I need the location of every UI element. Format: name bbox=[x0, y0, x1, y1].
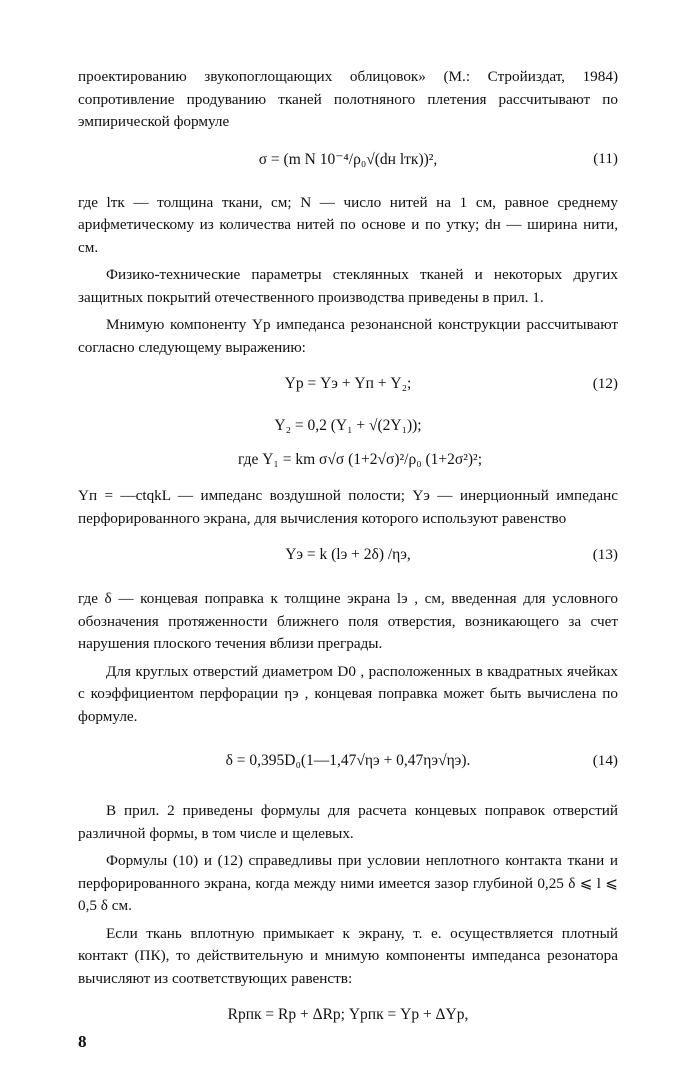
paragraph: Физико-технические параметры стеклянных тканей и некоторых других защитных покрытий отечественного производства приведены в прил. 1. bbox=[78, 266, 618, 306]
equation-text: Y₂ = 0,2 (Y₁ + √(2Y₁)); bbox=[274, 417, 422, 434]
page-number: 8 bbox=[78, 1032, 87, 1051]
paragraph: В прил. 2 приведены формулы для расчета концевых поправок отверстий различной формы, в том числе и щелевых. bbox=[78, 802, 618, 842]
equation-number: (14) bbox=[592, 752, 618, 769]
equation-text: где Y₁ = km σ√σ (1+2√σ)²/ρ₀ (1+2σ²)²; bbox=[238, 451, 483, 468]
equation-11 bbox=[78, 150, 618, 178]
equation-text: Yр = Yэ + Yп + Y₂; bbox=[284, 375, 412, 392]
paragraph: Мнимую компоненту Yр импеданса резонансной конструкции рассчитывают согласно следующему выражению: bbox=[78, 316, 618, 356]
paragraph: Формулы (10) и (12) справедливы при условии неплотного контакта ткани и перфорированного экрана, когда между ними имеется зазор глубиной 0,25 δ ⩽ l ⩽ 0,5 δ см. bbox=[78, 852, 618, 914]
equation-14 bbox=[78, 752, 618, 780]
equation-12c bbox=[78, 451, 618, 479]
equation-text: σ = (m N 10⁻⁴/ρ₀√(dн lтк))², bbox=[258, 150, 438, 168]
equation-15 bbox=[78, 1006, 618, 1034]
equation-12a bbox=[78, 375, 618, 403]
paragraph: где δ — концевая поправка к толщине экрана lэ , см, введенная для условного обозначения протяженности ближнего поля отверстия, возникающего за счет нарушения плоского течения вблизи преграды. bbox=[78, 590, 618, 652]
paragraph: Если ткань вплотную примыкает к экрану, т. е. осуществляется плотный контакт (ПК), то действительную и мнимую компоненты импеданса резонатора вычисляют из соответствующих равенств: bbox=[78, 924, 618, 987]
equation-number: (11) bbox=[593, 149, 618, 167]
equation-13 bbox=[78, 546, 618, 574]
paragraph: проектированию звукопоглощающих облицовок» (М.: Стройиздат, 1984) сопротивление продуванию тканей полотняного плетения рассчитывают по эмпирической формуле bbox=[78, 68, 618, 130]
paragraph: Yп = —ctqkL — импеданс воздушной полости; Yэ — инерционный импеданс перфорированного экрана, для вычисления которого используют равенство bbox=[78, 487, 618, 527]
equation-number: (13) bbox=[592, 546, 618, 563]
equation-text: Rрпк = Rр + ΔRр; Yрпк = Yр + ΔYр, bbox=[227, 1006, 469, 1023]
equation-12b bbox=[78, 417, 618, 445]
paragraph: Для круглых отверстий диаметром D0 , расположенных в квадратных ячейках с коэффициентом перфорации ηэ , концевая поправка может быть вычислена по формуле. bbox=[78, 662, 618, 725]
equation-text: δ = 0,395D₀(1—1,47√ηэ + 0,47ηэ√ηэ). bbox=[225, 752, 471, 769]
equation-text: Yэ = k (lэ + 2δ) /ηэ, bbox=[285, 546, 411, 563]
paragraph: где lтк — толщина ткани, см; N — число нитей на 1 см, равное среднему арифметическому из количества нитей по основе и по утку; dн — ширина нити, см. bbox=[78, 193, 618, 256]
equation-number: (12) bbox=[592, 375, 618, 392]
